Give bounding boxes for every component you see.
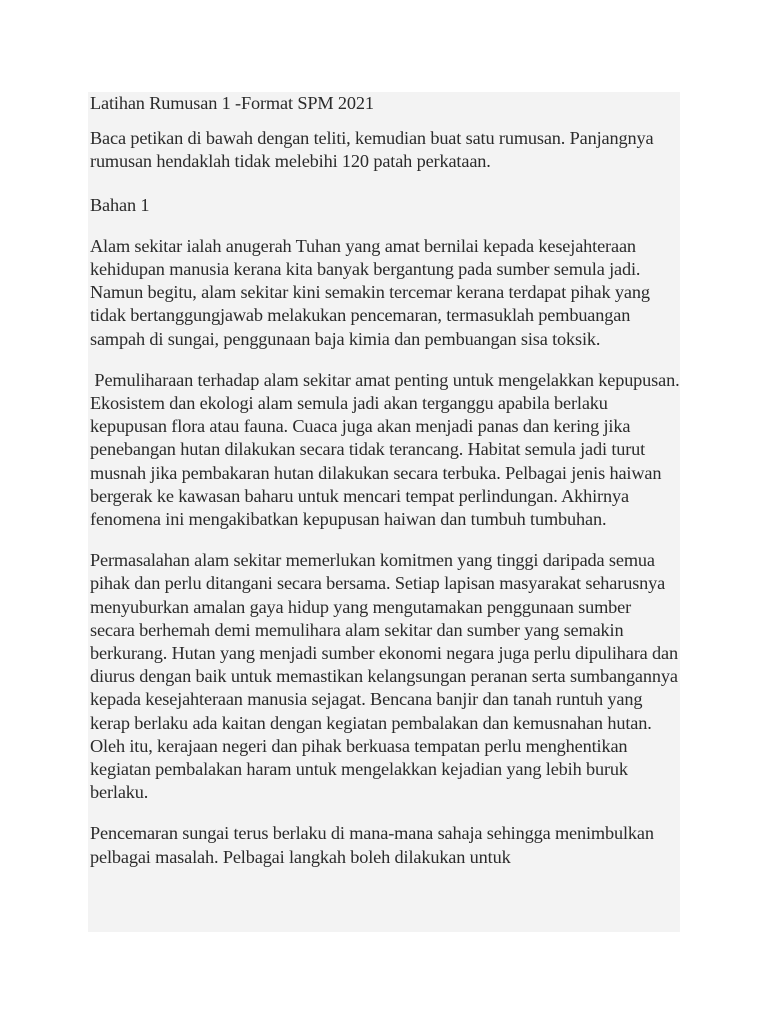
document-title: Latihan Rumusan 1 -Format SPM 2021 [90, 93, 374, 113]
paragraph-1: Alam sekitar ialah anugerah Tuhan yang amat bernilai kepada kesejahteraan kehidupan manusia kerana kita banyak bergantung pada sumber semula jadi. Namun begitu, alam sekitar kini semakin tercemar kerana terdapat pihak yang tidak bertanggungjawab melakukan pencemaran, termasuklah pembuangan sampah di sungai, penggunaan baja kimia dan pembuangan sisa toksik. [90, 235, 655, 349]
paragraph-2: Pemuliharaan terhadap alam sekitar amat penting untuk mengelakkan kepupusan. Ekosistem dan ekologi alam semula jadi akan terganggu apabila berlaku kepupusan flora atau fauna. Cuaca juga akan menjadi panas dan kering jika penebangan hutan dilakukan secara tidak terancang. Habitat semula jadi turut musnah jika pembakaran hutan dilakukan secara terbuka. Pelbagai jenis haiwan bergerak ke kawasan baharu untuk mencari tempat perlindungan. Akhirnya fenomena ini mengakibatkan kepupusan haiwan dan tumbuh tumbuhan. [90, 369, 684, 530]
document-page [88, 92, 684, 932]
instructions-text: Baca petikan di bawah dengan teliti, kemudian buat satu rumusan. Panjangnya rumusan hendaklah tidak melebihi 120 patah perkataan. [90, 128, 658, 172]
paragraph-4: Pencemaran sungai terus berlaku di mana-mana sahaja sehingga menimbulkan pelbagai masalah. Pelbagai langkah boleh dilakukan untuk [90, 823, 659, 867]
document-body [88, 92, 684, 869]
paragraph-3: Permasalahan alam sekitar memerlukan komitmen yang tinggi daripada semua pihak dan perlu ditangani secara bersama. Setiap lapisan masyarakat seharusnya menyuburkan amalan gaya hidup yang mengutamakan penggunaan sumber secara berhemah demi memulihara alam sekitar dan sumber yang semakin berkurang. Hutan yang menjadi sumber ekonomi negara juga perlu dipulihara dan diurus dengan baik untuk memastikan kelangsungan peranan serta sumbangannya kepada kesejahteraan manusia sejagat. Bencana banjir dan tanah runtuh yang kerap berlaku ada kaitan dengan kegiatan pembalakan dan kemusnahan hutan. Oleh itu, kerajaan negeri dan pihak berkuasa tempatan perlu menghentikan kegiatan pembalakan haram untuk mengelakkan kejadian yang lebih buruk berlaku. [90, 550, 683, 803]
section-label: Bahan 1 [90, 194, 150, 215]
